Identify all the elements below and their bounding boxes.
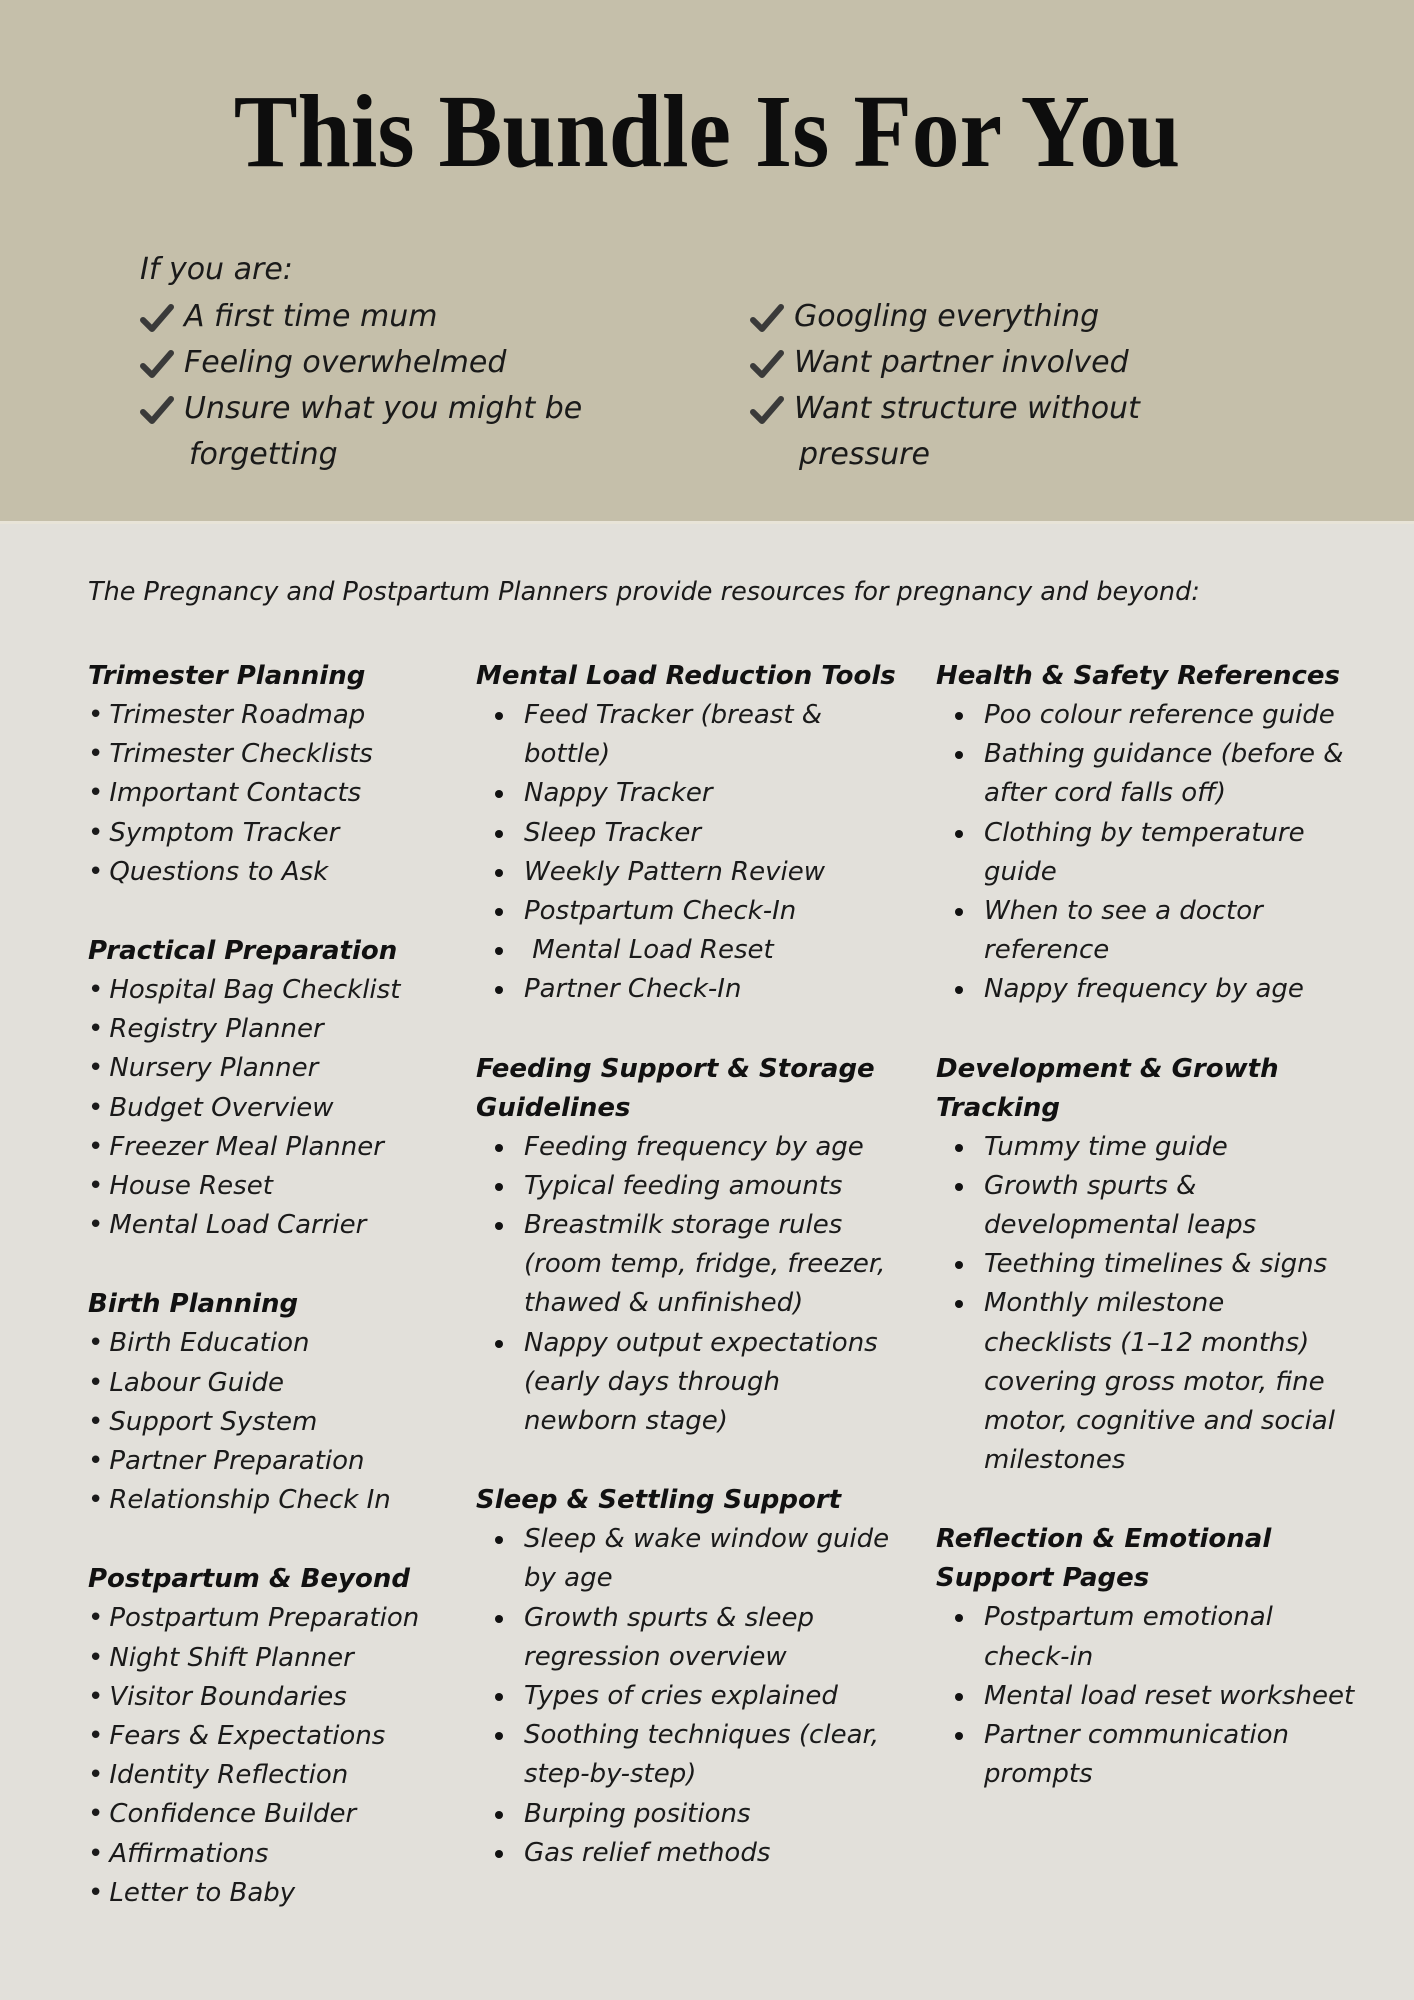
page-title: This Bundle Is For You xyxy=(233,74,1181,189)
list-item xyxy=(936,892,1356,970)
list-item xyxy=(88,1324,458,1363)
bullet-icon xyxy=(495,1850,503,1858)
section-title-postpartum-and-beyond: Postpartum & Beyond xyxy=(88,1564,410,1595)
check-icon xyxy=(140,350,174,378)
list-item xyxy=(88,774,458,813)
list-item-text: Trimester Roadmap xyxy=(109,700,366,730)
list-item xyxy=(936,696,1356,735)
audience-item-text: Want structure without xyxy=(794,391,1140,426)
list-item xyxy=(936,1128,1356,1167)
bullet-icon xyxy=(495,1144,503,1152)
list-item xyxy=(88,1442,458,1481)
bullet-icon: • xyxy=(88,1406,104,1437)
list-item-text: Fears & Expectations xyxy=(109,1721,386,1752)
list-item xyxy=(88,1835,458,1874)
list-item-text: Important Contacts xyxy=(109,778,362,809)
bullet-icon: • xyxy=(88,1642,104,1673)
bullet-icon: • xyxy=(88,1603,104,1634)
audience-item xyxy=(140,294,660,340)
list-item-text: Postpartum emotional check-in xyxy=(984,1602,1282,1672)
list-item-text: Tummy time guide xyxy=(984,1131,1228,1162)
bullet-icon xyxy=(495,1183,503,1191)
list-item-text: Feeding frequency by age xyxy=(524,1131,864,1162)
list-item xyxy=(88,1167,458,1206)
bullet-icon: • xyxy=(88,975,104,1006)
check-icon xyxy=(750,304,784,332)
list-item-text: Weekly Pattern Review xyxy=(524,856,825,887)
list-item xyxy=(88,1403,458,1442)
list-item xyxy=(476,774,896,813)
check-icon xyxy=(750,396,784,424)
section-list-practical-preparation xyxy=(88,971,458,1245)
bullet-icon xyxy=(955,908,963,916)
list-item xyxy=(476,892,896,931)
list-item-text: Partner communication prompts xyxy=(984,1720,1298,1790)
bullet-icon: • xyxy=(88,1838,104,1869)
audience-item xyxy=(140,340,660,386)
list-item xyxy=(476,1795,896,1834)
bullet-icon: • xyxy=(88,739,104,770)
bullet-icon xyxy=(955,712,963,720)
list-item-text: Poo colour reference guide xyxy=(984,700,1335,730)
list-item xyxy=(88,1049,458,1088)
section-list-sleep-and-settling-support xyxy=(476,1520,896,1873)
bullet-icon: • xyxy=(88,1760,104,1791)
list-item xyxy=(88,1010,458,1049)
list-item-text: Postpartum Preparation xyxy=(109,1603,420,1634)
bullet-icon xyxy=(955,1261,963,1269)
bullet-icon xyxy=(495,1615,503,1623)
list-item-text: Partner Preparation xyxy=(109,1446,365,1477)
audience-item-text: Googling everything xyxy=(794,299,1100,334)
list-item xyxy=(476,931,896,970)
list-item xyxy=(88,1717,458,1756)
list-item xyxy=(88,1206,458,1245)
section-list-reflection-and-emotional-support-pages xyxy=(936,1598,1356,1794)
check-icon xyxy=(140,304,174,332)
list-item-text: Freezer Meal Planner xyxy=(109,1131,384,1162)
list-item-text: Breastmilk storage rules (room temp, fridge, freezer, thawed & unfinished) xyxy=(524,1210,894,1319)
list-item-text: When to see a doctor reference xyxy=(984,896,1272,966)
list-item xyxy=(476,1206,896,1324)
list-item-text: Nursery Planner xyxy=(109,1053,319,1084)
bullet-icon: • xyxy=(88,1485,104,1516)
list-item xyxy=(88,1756,458,1795)
list-item-text: Soothing techniques (clear, step-by-step) xyxy=(524,1720,888,1790)
list-item xyxy=(88,1678,458,1717)
list-item-text: Birth Education xyxy=(109,1328,310,1359)
bullet-icon: • xyxy=(88,1328,104,1359)
list-item-text: Labour Guide xyxy=(109,1367,284,1398)
list-item-text: Partner Check-In xyxy=(524,974,742,1005)
list-item xyxy=(88,1128,458,1167)
list-item-text: Visitor Boundaries xyxy=(109,1681,347,1712)
list-item-text: Night Shift Planner xyxy=(109,1642,354,1673)
bullet-icon: • xyxy=(88,1877,104,1908)
list-item-text: Mental Load Reset xyxy=(524,935,774,966)
bullet-icon xyxy=(955,986,963,994)
audience-checklist-right xyxy=(750,294,1270,478)
audience-item-text: Unsure what you might be xyxy=(184,391,583,426)
list-item xyxy=(88,1795,458,1834)
bullet-icon: • xyxy=(88,1171,104,1202)
list-item xyxy=(476,1834,896,1873)
section-title-birth-planning: Birth Planning xyxy=(88,1289,299,1320)
list-item-text: Registry Planner xyxy=(109,1014,324,1045)
list-item xyxy=(476,696,896,774)
list-item xyxy=(88,853,458,892)
audience-item xyxy=(750,386,1270,478)
section-title-sleep-and-settling-support: Sleep & Settling Support xyxy=(476,1485,842,1516)
bullet-icon xyxy=(495,1536,503,1544)
list-item-text: Growth spurts & developmental leaps xyxy=(984,1170,1257,1241)
bullet-icon xyxy=(495,1222,503,1230)
list-item-text: Letter to Baby xyxy=(109,1877,296,1908)
audience-item xyxy=(140,386,660,478)
list-item-text: Postpartum Check-In xyxy=(524,896,797,927)
list-item xyxy=(936,1284,1356,1480)
list-item-text: Relationship Check In xyxy=(109,1485,391,1516)
intro-text: The Pregnancy and Postpartum Planners provide resources for pregnancy and beyond: xyxy=(88,577,1200,607)
list-item-text: Teething timelines & signs xyxy=(984,1249,1328,1280)
bullet-icon xyxy=(495,908,503,916)
list-item xyxy=(88,696,458,735)
bullet-icon: • xyxy=(88,1721,104,1752)
list-item-text: Support System xyxy=(109,1406,318,1437)
audience-checklist-left xyxy=(140,294,660,478)
list-item xyxy=(936,1245,1356,1284)
list-item xyxy=(88,1481,458,1520)
check-icon xyxy=(140,396,174,424)
audience-item-text: Feeling overwhelmed xyxy=(184,345,507,380)
section-title-mental-load-reduction-tools: Mental Load Reduction Tools xyxy=(476,661,896,691)
section-list-birth-planning xyxy=(88,1324,458,1520)
list-item xyxy=(936,1167,1356,1245)
list-item-text: Monthly milestone checklists (1–12 months) covering gross motor, fine motor, cognitive and social milestones xyxy=(984,1288,1344,1476)
bullet-icon xyxy=(495,986,503,994)
list-item-text: Feed Tracker (breast & bottle) xyxy=(524,700,831,770)
bullet-icon xyxy=(495,869,503,877)
list-item-text: Identity Reflection xyxy=(109,1760,349,1791)
section-title-feeding-support-and-storage-guidelines: Feeding Support & Storage Guidelines xyxy=(476,1053,875,1123)
bullet-icon: • xyxy=(88,1014,104,1045)
list-item-text: Sleep Tracker xyxy=(524,817,702,848)
bullet-icon xyxy=(955,1693,963,1701)
list-item xyxy=(936,970,1356,1009)
bullet-icon xyxy=(955,751,963,759)
list-item xyxy=(476,1128,896,1167)
list-item xyxy=(936,1598,1356,1676)
bullet-icon: • xyxy=(88,856,104,887)
list-item xyxy=(936,814,1356,892)
bullet-icon xyxy=(495,1340,503,1348)
list-item-text: Affirmations xyxy=(109,1838,269,1869)
list-item-text: Symptom Tracker xyxy=(109,817,340,848)
list-item-text: Confidence Builder xyxy=(109,1799,357,1830)
list-item-text: Nappy Tracker xyxy=(524,778,713,809)
list-item xyxy=(936,735,1356,813)
list-item-text: Mental Load Carrier xyxy=(109,1210,367,1241)
list-item-text: Growth spurts & sleep regression overview xyxy=(524,1602,823,1672)
audience-item xyxy=(750,294,1270,340)
bullet-icon xyxy=(955,1732,963,1740)
bullet-icon: • xyxy=(88,1210,104,1241)
list-item-text: Gas relief methods xyxy=(524,1837,771,1868)
audience-lead: If you are: xyxy=(140,252,293,287)
bullet-icon xyxy=(495,947,503,955)
bullet-icon xyxy=(495,790,503,798)
list-item-text: Nappy output expectations (early days through newborn stage) xyxy=(524,1327,886,1437)
section-list-health-and-safety-references xyxy=(936,696,1356,1010)
section-title-reflection-and-emotional-support-pages: Reflection & Emotional Support Pages xyxy=(936,1524,1272,1594)
bullet-icon xyxy=(955,1144,963,1152)
bullet-icon: • xyxy=(88,1799,104,1830)
bullet-icon: • xyxy=(88,1446,104,1477)
bullet-icon: • xyxy=(88,778,104,809)
list-item-text: Nappy frequency by age xyxy=(984,974,1304,1005)
list-item xyxy=(476,970,896,1009)
section-list-postpartum-and-beyond xyxy=(88,1599,458,1913)
bullet-icon xyxy=(955,830,963,838)
header-divider xyxy=(0,521,1414,524)
list-item xyxy=(88,1089,458,1128)
list-item-text: Burping positions xyxy=(524,1798,751,1829)
section-title-practical-preparation: Practical Preparation xyxy=(88,936,398,967)
list-item xyxy=(88,1874,458,1913)
bullet-icon: • xyxy=(88,1131,104,1162)
list-item-text: Hospital Bag Checklist xyxy=(109,975,401,1006)
audience-item-text-cont: pressure xyxy=(799,437,930,472)
list-item xyxy=(88,1599,458,1638)
bullet-icon xyxy=(495,1811,503,1819)
section-title-trimester-planning: Trimester Planning xyxy=(88,661,366,691)
list-item xyxy=(476,1716,896,1794)
column-1 xyxy=(88,657,458,1953)
list-item xyxy=(476,1520,896,1598)
bullet-icon: • xyxy=(88,1053,104,1084)
list-item xyxy=(476,814,896,853)
bullet-icon xyxy=(955,1183,963,1191)
section-list-development-and-growth-tracking xyxy=(936,1128,1356,1481)
list-item xyxy=(476,1167,896,1206)
bullet-icon xyxy=(955,1614,963,1622)
list-item-text: Budget Overview xyxy=(109,1092,334,1123)
list-item-text: Questions to Ask xyxy=(109,856,329,887)
bullet-icon xyxy=(495,830,503,838)
bullet-icon: • xyxy=(88,1367,104,1398)
list-item xyxy=(476,1599,896,1677)
list-item-text: Typical feeding amounts xyxy=(524,1170,843,1201)
list-item-text: Clothing by temperature guide xyxy=(984,817,1313,887)
list-item-text: Sleep & wake window guide by age xyxy=(524,1524,898,1594)
list-item xyxy=(88,971,458,1010)
list-item-text: Types of cries explained xyxy=(524,1681,838,1712)
column-3 xyxy=(936,657,1356,1834)
check-icon xyxy=(750,350,784,378)
bullet-icon xyxy=(955,1300,963,1308)
list-item xyxy=(936,1677,1356,1716)
bullet-icon xyxy=(495,1732,503,1740)
list-item-text: Trimester Checklists xyxy=(109,739,373,770)
list-item xyxy=(936,1716,1356,1794)
section-list-mental-load-reduction-tools xyxy=(476,696,896,1010)
audience-item-text-cont: forgetting xyxy=(189,437,338,472)
list-item xyxy=(88,735,458,774)
bullet-icon: • xyxy=(88,1092,104,1123)
audience-item xyxy=(750,340,1270,386)
bullet-icon xyxy=(495,1693,503,1701)
section-list-trimester-planning xyxy=(88,696,458,892)
list-item-text: Mental load reset worksheet xyxy=(984,1680,1355,1711)
list-item-text: Bathing guidance (before & after cord falls off) xyxy=(984,739,1352,809)
bullet-icon: • xyxy=(88,817,104,848)
list-item xyxy=(88,814,458,853)
column-2 xyxy=(476,657,896,1913)
section-title-development-and-growth-tracking: Development & Growth Tracking xyxy=(936,1053,1279,1123)
audience-item-text: A first time mum xyxy=(184,299,438,334)
bullet-icon: • xyxy=(88,700,104,730)
list-item xyxy=(88,1639,458,1678)
list-item-text: House Reset xyxy=(109,1171,273,1202)
list-item xyxy=(88,1364,458,1403)
list-item xyxy=(476,853,896,892)
list-item xyxy=(476,1677,896,1716)
section-list-feeding-support-and-storage-guidelines xyxy=(476,1128,896,1442)
bullet-icon xyxy=(495,712,503,720)
section-title-health-and-safety-references: Health & Safety References xyxy=(936,661,1341,691)
bullet-icon: • xyxy=(88,1681,104,1712)
list-item xyxy=(476,1324,896,1442)
audience-item-text: Want partner involved xyxy=(794,345,1129,380)
